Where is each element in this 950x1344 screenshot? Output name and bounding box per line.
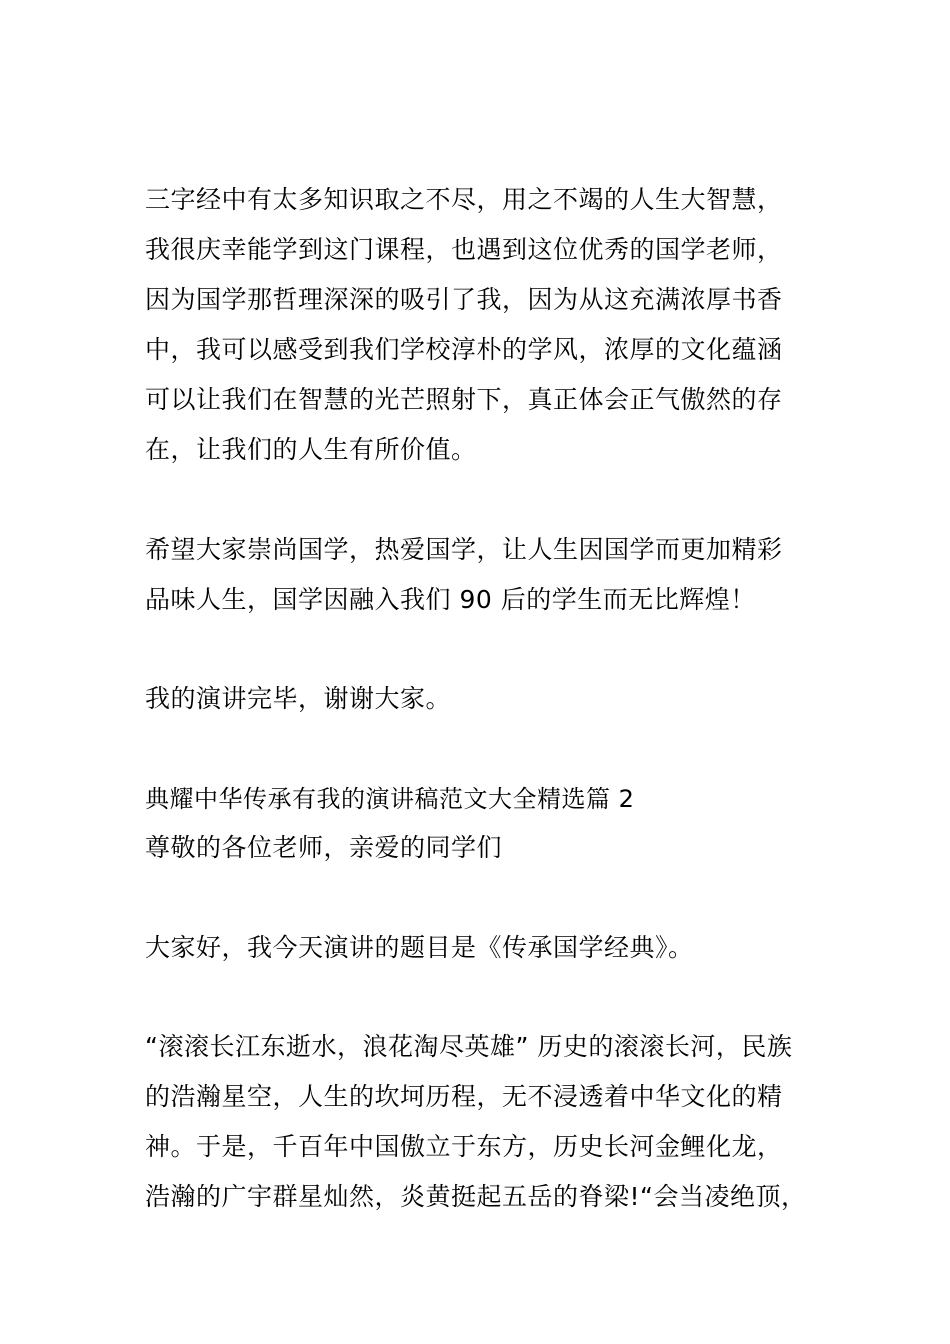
paragraph-line: 大家好，我今天演讲的题目是《传承国学经典》。 — [145, 933, 694, 962]
paragraph-line: “滚滚长江东逝水，浪花淘尽英雄” 历史的滚滚长河，民族 — [145, 1032, 793, 1061]
paragraph-line: 浩瀚的广宇群星灿然，炎黄挺起五岳的脊梁!“会当凌绝顶， — [145, 1182, 807, 1211]
paragraph-line: 神。于是，千百年中国傲立于东方，历史长河金鲤化龙， — [145, 1132, 783, 1161]
salutation: 尊敬的各位老师，亲爱的同学们 — [145, 833, 503, 862]
paragraph-line: 因为国学那哲理深深的吸引了我，因为从这充满浓厚书香 — [145, 285, 783, 314]
paragraph-line: 在，让我们的人生有所价值。 — [145, 435, 477, 464]
paragraph-line: 品味人生，国学因融入我们 90 后的学生而无比辉煌！ — [145, 585, 756, 614]
paragraph-line: 三字经中有太多知识取之不尽，用之不竭的人生大智慧， — [145, 185, 783, 214]
paragraph-line: 中，我可以感受到我们学校淳朴的学风，浓厚的文化蕴涵 — [145, 335, 783, 364]
paragraph-line: 的浩瀚星空，人生的坎坷历程，无不浸透着中华文化的精 — [145, 1082, 783, 1111]
paragraph-line: 我很庆幸能学到这门课程，也遇到这位优秀的国学老师， — [145, 235, 783, 264]
section-heading: 典耀中华传承有我的演讲稿范文大全精选篇 2 — [145, 785, 635, 813]
paragraph-line: 可以让我们在智慧的光芒照射下，真正体会正气傲然的存 — [145, 385, 783, 414]
paragraph-line: 希望大家崇尚国学，热爱国学，让人生因国学而更加精彩 — [145, 535, 783, 564]
closing-line: 我的演讲完毕，谢谢大家。 — [145, 684, 452, 713]
